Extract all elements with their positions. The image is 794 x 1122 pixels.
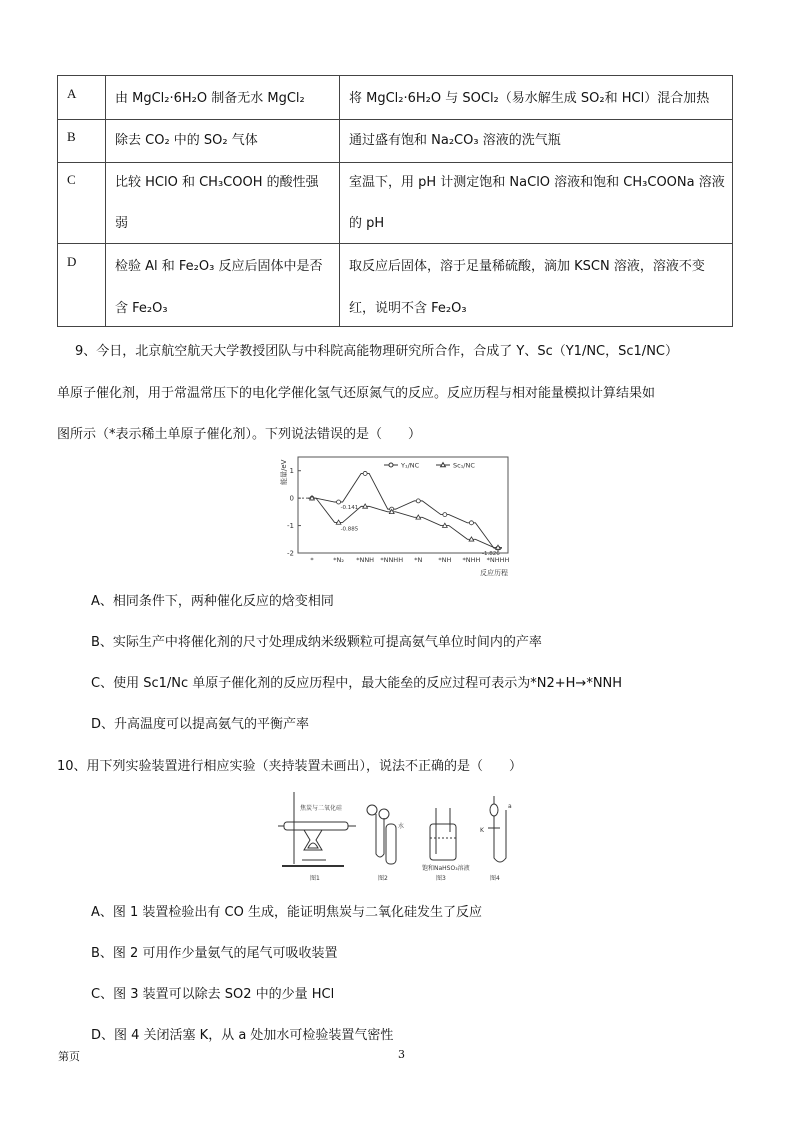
energy-profile-chart [280,455,516,580]
figure-1-label: 图1 [310,875,320,882]
figure-2-water-label: 水 [398,823,405,830]
figure-3-caption: 饱和NaHSO₃溶液 [422,865,470,872]
q10-stem: 10、用下列实验装置进行相应实验（夹持装置未画出），说法不正确的是（ ） [57,759,523,774]
table-row-divider [58,243,732,244]
y-tick-label: 0 [289,494,294,503]
table-row-divider [58,119,732,120]
figure-2-apparatus [367,805,396,864]
data-point [337,500,341,504]
data-point [469,521,473,525]
x-tick-label: *NHHH [486,556,510,564]
row-operation: 的 pH [349,216,385,231]
row-purpose: 弱 [115,216,129,231]
row-letter: C [67,172,76,187]
row-operation: 取反应后固体，溶于足量稀硫酸，滴加 KSCN 溶液，溶液不变 [349,259,705,274]
row-purpose: 含 Fe₂O₃ [115,301,168,316]
figure-1-apparatus [278,792,356,866]
x-tick-label: *N₂ [333,556,344,564]
x-tick-label: * [310,556,314,564]
q9-stem-line: 9、今日，北京航空航天大学教授团队与中科院高能物理研究所合作，合成了 Y、Sc（Y1/NC，Sc1/NC） [75,344,678,359]
data-point [443,513,447,517]
q10-option-c[interactable]: C、图 3 装置可以除去 SO2 中的少量 HCl [91,987,335,1002]
y-tick-label: 1 [289,467,294,476]
data-point [363,471,367,475]
experiment-table [57,75,733,327]
q9-option-a[interactable]: A、相同条件下，两种催化反应的焓变相同 [91,594,334,609]
q10-option-a[interactable]: A、图 1 装置检验出有 CO 生成，能证明焦炭与二氧化硅发生了反应 [91,905,483,920]
legend-label: Sc₁/NC [453,461,475,470]
figure-4-k-label: K [480,827,484,834]
x-tick-label: *N [414,556,423,564]
q9-option-b[interactable]: B、实际生产中将催化剂的尺寸处理成纳米级颗粒可提高氨气单位时间内的产率 [91,635,542,650]
x-tick-label: *NH [438,556,452,564]
y-tick-label: -1 [287,522,294,531]
data-label: -1.826 [482,551,500,558]
figure-1-caption: 焦炭与二氧化硅 [300,805,343,812]
legend-label: Y₁/NC [401,461,420,470]
row-purpose: 由 MgCl₂·6H₂O 制备无水 MgCl₂ [115,91,305,106]
row-purpose: 比较 HClO 和 CH₃COOH 的酸性强 [115,175,319,190]
legend-marker [441,463,446,467]
x-tick-label: *NHH [462,556,481,564]
q9-stem-line: 单原子催化剂，用于常温常压下的电化学催化氢气还原氮气的反应。反应历程与相对能量模拟计算结果如 [57,386,656,401]
figure-4-a-label: a [508,803,512,810]
row-letter: B [67,129,76,144]
figure-3-label: 图3 [436,875,446,882]
figure-4-label: 图4 [490,875,500,882]
x-axis-label: 反应历程 [480,569,508,577]
figure-2-label: 图2 [378,875,388,882]
q9-option-d[interactable]: D、升高温度可以提高氨气的平衡产率 [91,717,310,732]
q10-option-d[interactable]: D、图 4 关闭活塞 K，从 a 处加水可检验装置气密性 [91,1028,394,1043]
x-tick-label: *NNH [356,556,375,564]
figure-4-apparatus [488,796,506,862]
row-purpose: 除去 CO₂ 中的 SO₂ 气体 [115,133,258,148]
row-operation: 将 MgCl₂·6H₂O 与 SOCl₂（易水解生成 SO₂和 HCl）混合加热 [349,91,710,106]
footer-left: 第页 [58,1050,80,1063]
apparatus-figures [274,788,518,884]
q9-stem-line: 图所示（*表示稀土单原子催化剂）。下列说法错误的是（ ） [57,427,422,442]
data-label: -0.885 [340,526,359,533]
table-col-divider [105,76,106,326]
row-operation: 通过盛有饱和 Na₂CO₃ 溶液的洗气瓶 [349,133,561,148]
legend-marker [389,463,393,467]
data-point [416,499,420,503]
row-letter: D [67,254,77,269]
q10-option-b[interactable]: B、图 2 可用作少量氨气的尾气可吸收装置 [91,946,338,961]
table-row-divider [58,162,732,163]
y-axis-label: 能量/eV [280,459,288,485]
plot-frame [298,457,508,553]
chart-legend [384,462,475,470]
row-purpose: 检验 Al 和 Fe₂O₃ 反应后固体中是否 [115,259,323,274]
data-label: -0.141 [340,505,359,512]
row-letter: A [67,86,77,101]
table-col-divider [339,76,340,326]
row-operation: 红，说明不含 Fe₂O₃ [349,301,467,316]
x-tick-label: *NNHH [380,556,404,564]
row-operation: 室温下，用 pH 计测定饱和 NaClO 溶液和饱和 CH₃COONa 溶液 [349,175,725,190]
page-number: 3 [398,1048,405,1061]
figure-3-apparatus [430,808,456,860]
y-tick-label: -2 [287,549,294,558]
q9-option-c[interactable]: C、使用 Sc1/Nc 单原子催化剂的反应历程中，最大能垒的反应过程可表示为*N2+H→*NNH [91,676,623,691]
series-line-0 [308,473,502,548]
